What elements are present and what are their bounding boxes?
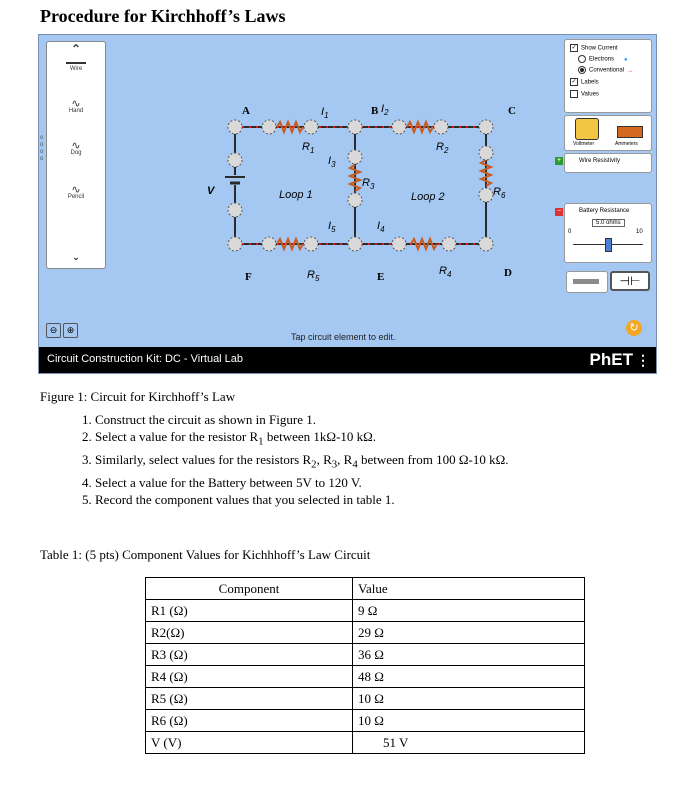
schematic-battery-icon: ⊣⊢: [619, 274, 641, 288]
chevron-down-icon[interactable]: ⌄: [72, 252, 80, 262]
battery-icon: [573, 279, 599, 284]
battery-resistance-title: Battery Resistance: [579, 208, 630, 214]
wire-resistivity-label: Wire Resistivity: [579, 158, 621, 164]
app-title: Circuit Construction Kit: DC - Virtual Lab: [47, 353, 244, 365]
node-label-b: B: [371, 105, 379, 117]
table-row: R4 (Ω) 48 Ω: [146, 666, 585, 688]
resistor-label-r1: $R_1$: [302, 141, 315, 156]
table-caption: Table 1: (5 pts) Component Values for Kichhhoff’s Law Circuit: [40, 547, 371, 562]
junction-node: [392, 237, 406, 251]
node-label-d: D: [504, 267, 512, 279]
show-current-checkbox[interactable]: ✓ Show Current: [571, 45, 618, 52]
slider-thumb[interactable]: [605, 238, 612, 252]
resistor-label-r5: $R_5$: [307, 269, 320, 284]
junction-node: [262, 237, 276, 251]
wire-resistivity-panel[interactable]: [556, 153, 652, 173]
junction-node: [228, 237, 242, 251]
column-header-component: Component: [146, 578, 353, 600]
slider-min-label: 0: [568, 229, 572, 235]
node-label-a: A: [242, 105, 250, 117]
toolbox-resistor-hand[interactable]: ∿ Hand: [68, 98, 84, 114]
voltmeter-icon[interactable]: [575, 118, 599, 140]
current-label-i1: $I_1$: [321, 106, 329, 121]
resistor-label-r3: $R_3$: [362, 177, 375, 192]
junction-node: [434, 120, 448, 134]
app-footer-bar: [39, 347, 656, 373]
junction-node: [479, 146, 493, 160]
junction-node: [348, 237, 362, 251]
slider-max-label: 10: [636, 229, 643, 235]
junction-node: [348, 193, 362, 207]
voltmeter-label: Voltmeter: [573, 141, 595, 147]
reset-icon[interactable]: ↻: [626, 320, 642, 336]
table-row: R5 (Ω) 10 Ω: [146, 688, 585, 710]
junction-node: [392, 120, 406, 134]
values-checkbox[interactable]: Values: [570, 90, 599, 98]
resistor-label-r6: $R_6$: [493, 186, 506, 201]
node-label-e: E: [377, 271, 385, 283]
junction-node: [304, 120, 318, 134]
junction-node: [442, 237, 456, 251]
lifelike-view-button[interactable]: [566, 271, 608, 293]
toolbox-resistor-pencil[interactable]: ∿ Pencil: [67, 184, 85, 200]
collapse-minus-icon[interactable]: −: [556, 208, 562, 215]
edit-hint-text: Tap circuit element to edit.: [291, 332, 396, 342]
table-row: R3 (Ω) 36 Ω: [146, 644, 585, 666]
junction-node: [262, 120, 276, 134]
resistor-label-r4: $R_4$: [439, 265, 452, 280]
labels-checkbox[interactable]: ✓ Labels: [571, 79, 599, 86]
chevron-up-icon[interactable]: ⌃: [70, 42, 82, 56]
page-heading: Procedure for Kirchhoff’s Laws: [40, 6, 286, 26]
battery: [225, 175, 245, 185]
procedure-step: 1. Construct the circuit as shown in Figure 1.: [95, 411, 508, 428]
table-row: R2(Ω) 29 Ω: [146, 622, 585, 644]
measurement-tools-panel[interactable]: [564, 115, 652, 151]
ammeter-icon[interactable]: [617, 126, 643, 138]
current-label-i2: $I_2$: [381, 103, 389, 118]
junction-node: [348, 120, 362, 134]
current-label-i5: $I_5$: [328, 220, 336, 235]
toolbox-wire[interactable]: Wire: [47, 62, 105, 72]
junction-node: [304, 237, 318, 251]
phet-logo[interactable]: PhET ⋮: [589, 350, 648, 369]
zoom-in-icon[interactable]: ⊕: [63, 323, 78, 338]
node-label-c: C: [508, 105, 516, 117]
current-label-i3: $I_3$: [328, 155, 336, 170]
table-header-row: [146, 578, 585, 600]
column-header-value: Value: [353, 578, 585, 600]
expand-plus-icon[interactable]: +: [556, 157, 562, 164]
procedure-steps: [70, 411, 508, 508]
procedure-step: 5. Record the component values that you selected in table 1.: [95, 491, 508, 508]
component-values-table: [145, 577, 585, 754]
electrons-radio[interactable]: Electrons ●: [578, 55, 628, 63]
junction-node: [479, 120, 493, 134]
procedure-step: 4. Select a value for the Battery between 5V to 120 V.: [95, 474, 508, 491]
battery-label-v: V: [207, 185, 215, 197]
figure-caption: Figure 1: Circuit for Kirchhoff’s Law: [40, 389, 236, 404]
table-row: R6 (Ω) 10 Ω: [146, 710, 585, 732]
schematic-view-button[interactable]: [610, 271, 650, 291]
resistor-label-r2: $R_2$: [436, 141, 449, 156]
node-label-f: F: [245, 271, 252, 283]
circuit-simulation[interactable]: [38, 34, 657, 374]
procedure-step: 2. Select a value for the resistor $R_1$ between 1kΩ-10 kΩ.: [95, 428, 508, 451]
loop-label-1: Loop 1: [279, 189, 313, 201]
procedure-step: 3. Similarly, select values for the resistors $R_2$, $R_3$, $R_4$ between from 100 Ω-10 kΩ.: [95, 451, 508, 474]
table-row: R1 (Ω) 9 Ω: [146, 600, 585, 622]
toolbox-resistor-dog[interactable]: ∿ Dog: [70, 140, 82, 156]
table-row: V (V) 51 V: [146, 732, 585, 754]
junction-node: [348, 150, 362, 164]
toolbox-page-dots[interactable]: o o o o: [40, 135, 44, 162]
junction-node: [479, 188, 493, 202]
view-options-panel[interactable]: [564, 39, 652, 113]
ammeters-label: Ammeters: [615, 141, 638, 147]
zoom-out-icon[interactable]: ⊖: [46, 323, 61, 338]
battery-resistance-panel[interactable]: [556, 203, 652, 263]
junction-node: [228, 120, 242, 134]
junction-node: [228, 203, 242, 217]
current-label-i4: $I_4$: [377, 220, 385, 235]
junction-node: [228, 153, 242, 167]
conventional-radio[interactable]: Conventional →: [578, 66, 633, 74]
loop-label-2: Loop 2: [411, 191, 445, 203]
junction-node: [479, 237, 493, 251]
battery-resistance-value: 5.0 ohms: [592, 219, 625, 227]
